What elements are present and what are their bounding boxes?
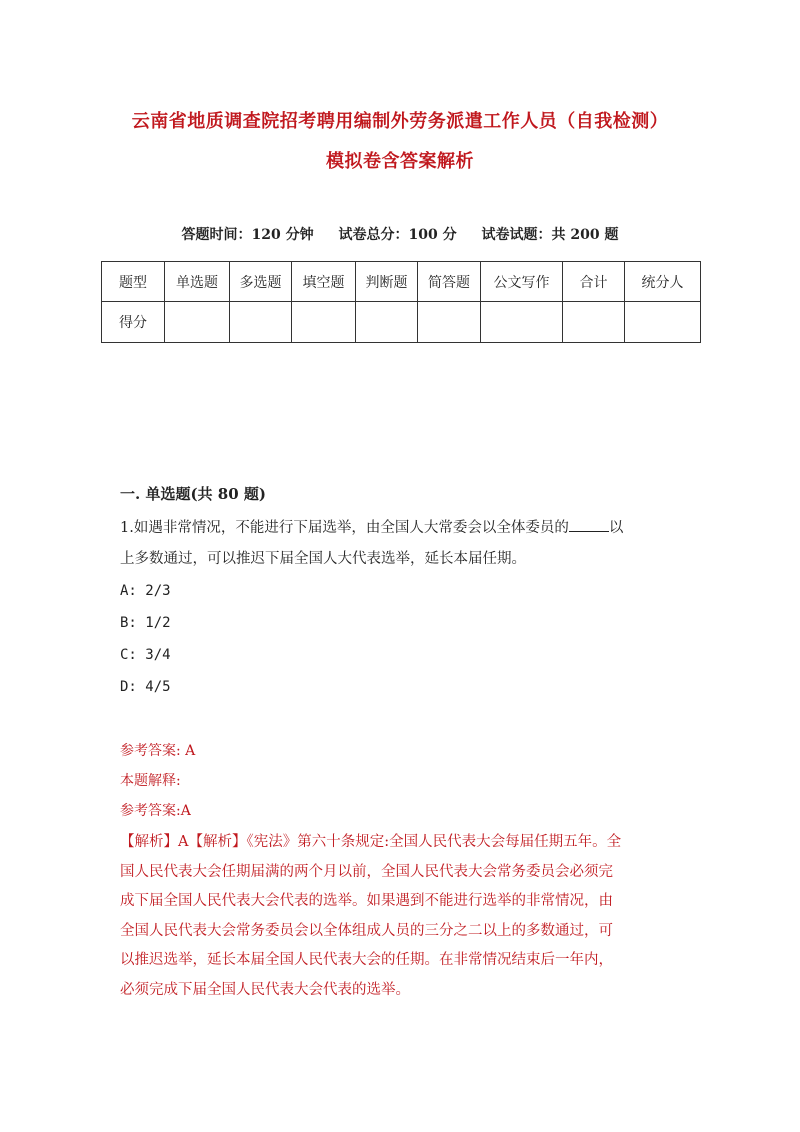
score-cell xyxy=(625,302,701,343)
score-table-header: 多选题 xyxy=(230,262,292,302)
question-text xyxy=(120,513,690,575)
explanation-text xyxy=(120,828,690,1005)
exam-time: 答题时间：120 分钟 xyxy=(181,227,314,243)
explanation-line: 以推迟选举，延长本届全国人民代表大会的任期。在非常情况结束后一年内， xyxy=(120,952,613,968)
reference-answer-2: 参考答案:A xyxy=(120,803,191,819)
score-cell xyxy=(165,302,230,343)
explanation-line: 国人民代表大会任期届满的两个月以前，全国人民代表大会常务委员会必须完 xyxy=(120,863,613,880)
score-cell xyxy=(563,302,625,343)
score-table-header: 题型 xyxy=(102,262,165,302)
score-table-header: 填空题 xyxy=(292,262,356,302)
score-cell xyxy=(481,302,563,343)
exam-question-count: 试卷试题：共 200 题 xyxy=(481,227,619,243)
explanation-line: 【解析】A【解析】《宪法》第六十条规定:全国人民代表大会每届任期五年。全 xyxy=(120,834,622,850)
score-table xyxy=(101,261,701,343)
option-c: C: 3/4 xyxy=(120,647,171,663)
score-table-header: 统分人 xyxy=(625,262,701,302)
score-table-header: 公文写作 xyxy=(481,262,563,302)
score-table-score-row xyxy=(102,302,701,343)
reference-answer: 参考答案: A xyxy=(120,743,196,759)
explanation-line: 必须完成下届全国人民代表大会代表的选举。 xyxy=(120,981,410,998)
section-heading: 一. 单选题(共 80 题) xyxy=(120,485,266,503)
explanation-label: 本题解释: xyxy=(120,773,181,789)
option-b: B: 1/2 xyxy=(120,615,171,631)
question-text-part1: 1.如遇非常情况，不能进行下届选举，由全国人大常委会以全体委员的 xyxy=(120,520,569,536)
score-table-header: 简答题 xyxy=(418,262,481,302)
question-text-part2: 以 xyxy=(608,520,624,536)
score-table-header: 合计 xyxy=(563,262,625,302)
exam-total-score: 试卷总分：100 分 xyxy=(338,227,457,243)
explanation-line: 全国人民代表大会常务委员会以全体组成人员的三分之二以上的多数通过，可 xyxy=(120,922,613,939)
score-table-header-row xyxy=(102,262,701,302)
page-subtitle: 模拟卷含答案解析 xyxy=(326,151,474,172)
question-text-line2: 上多数通过，可以推迟下届全国人大代表选举，延长本届任期。 xyxy=(120,551,526,567)
score-cell xyxy=(356,302,418,343)
exam-meta xyxy=(100,224,700,244)
page-title: 云南省地质调查院招考聘用编制外劳务派遣工作人员（自我检测） xyxy=(131,111,669,132)
score-table-header: 单选题 xyxy=(165,262,230,302)
score-cell xyxy=(292,302,356,343)
score-table-header: 判断题 xyxy=(356,262,418,302)
score-row-label: 得分 xyxy=(102,302,165,343)
explanation-line: 成下届全国人民代表大会代表的选举。如果遇到不能进行选举的非常情况，由 xyxy=(120,893,613,909)
score-cell xyxy=(418,302,481,343)
answer-blank xyxy=(569,517,609,532)
option-d: D: 4/5 xyxy=(120,679,171,695)
score-cell xyxy=(230,302,292,343)
option-a: A: 2/3 xyxy=(120,583,171,599)
